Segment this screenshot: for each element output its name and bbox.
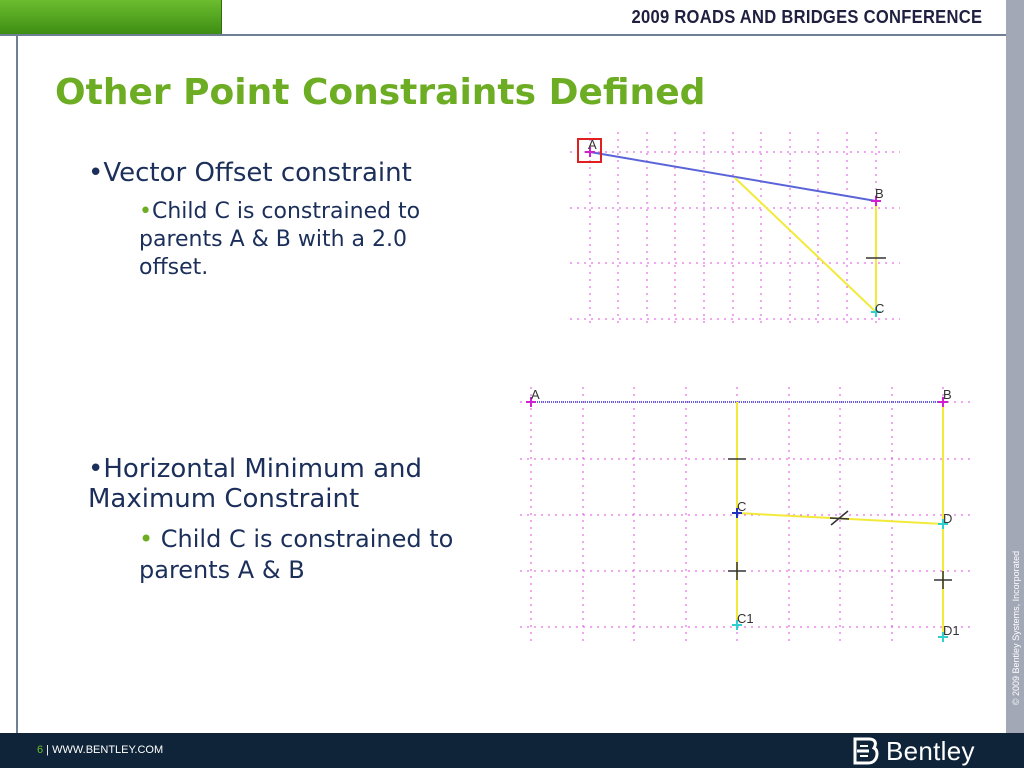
label-d1: D1 bbox=[943, 623, 960, 638]
constraint-symbol bbox=[830, 518, 849, 519]
sub-bullet-text: Child C is constrained to parents A & B with a 2.0 offset. bbox=[139, 199, 421, 280]
footer-url[interactable]: WWW.BENTLEY.COM bbox=[52, 744, 164, 756]
constraint-symbol bbox=[728, 562, 746, 580]
bullet-dot: • bbox=[88, 454, 104, 484]
bullet-text: Vector Offset constraint bbox=[103, 158, 412, 188]
parent-line-a-b bbox=[590, 152, 876, 201]
label-d: D bbox=[943, 511, 953, 526]
bentley-logo bbox=[852, 736, 975, 766]
bullet-dot: • bbox=[88, 158, 104, 188]
sub-bullet-vector-offset bbox=[139, 198, 479, 282]
label-c: C bbox=[875, 301, 885, 316]
sub-bullet-dot: • bbox=[139, 525, 161, 553]
footer-text bbox=[37, 744, 163, 756]
label-c1: C1 bbox=[737, 611, 754, 626]
page-number: 6 bbox=[37, 744, 44, 756]
label-a: A bbox=[588, 137, 597, 152]
bullet-text: Horizontal Minimum and Maximum Constraint bbox=[88, 454, 423, 514]
header-bar bbox=[0, 0, 1024, 35]
bentley-b-icon bbox=[852, 737, 880, 765]
header-divider bbox=[0, 34, 1008, 36]
bentley-wordmark: Bentley bbox=[886, 735, 975, 766]
grid-lines bbox=[570, 132, 900, 326]
label-b: B bbox=[943, 387, 952, 402]
sub-bullet-dot: • bbox=[139, 199, 152, 224]
sub-bullet-horizontal bbox=[139, 524, 519, 586]
left-divider bbox=[16, 36, 18, 733]
slide-title: Other Point Constraints Defined bbox=[55, 72, 706, 113]
header-green-block bbox=[0, 0, 222, 34]
constraint-symbol bbox=[934, 571, 952, 589]
bullet-horizontal-min-max bbox=[88, 454, 488, 514]
conference-title: 2009 ROADS AND BRIDGES CONFERENCE bbox=[631, 7, 982, 27]
copyright-text: © 2009 Bentley Systems, Incorporated bbox=[1011, 550, 1021, 706]
sub-bullet-text: Child C is constrained to parents A & B bbox=[139, 525, 454, 584]
footer-bar bbox=[0, 733, 1024, 768]
label-c: C bbox=[737, 499, 747, 514]
label-b: B bbox=[875, 186, 884, 201]
horizontal-min-max-diagram bbox=[515, 383, 975, 648]
bullet-vector-offset bbox=[88, 158, 488, 188]
label-a: A bbox=[531, 387, 540, 402]
footer-separator: | bbox=[43, 744, 53, 756]
vector-offset-diagram bbox=[560, 128, 910, 328]
grid-lines bbox=[520, 387, 970, 645]
